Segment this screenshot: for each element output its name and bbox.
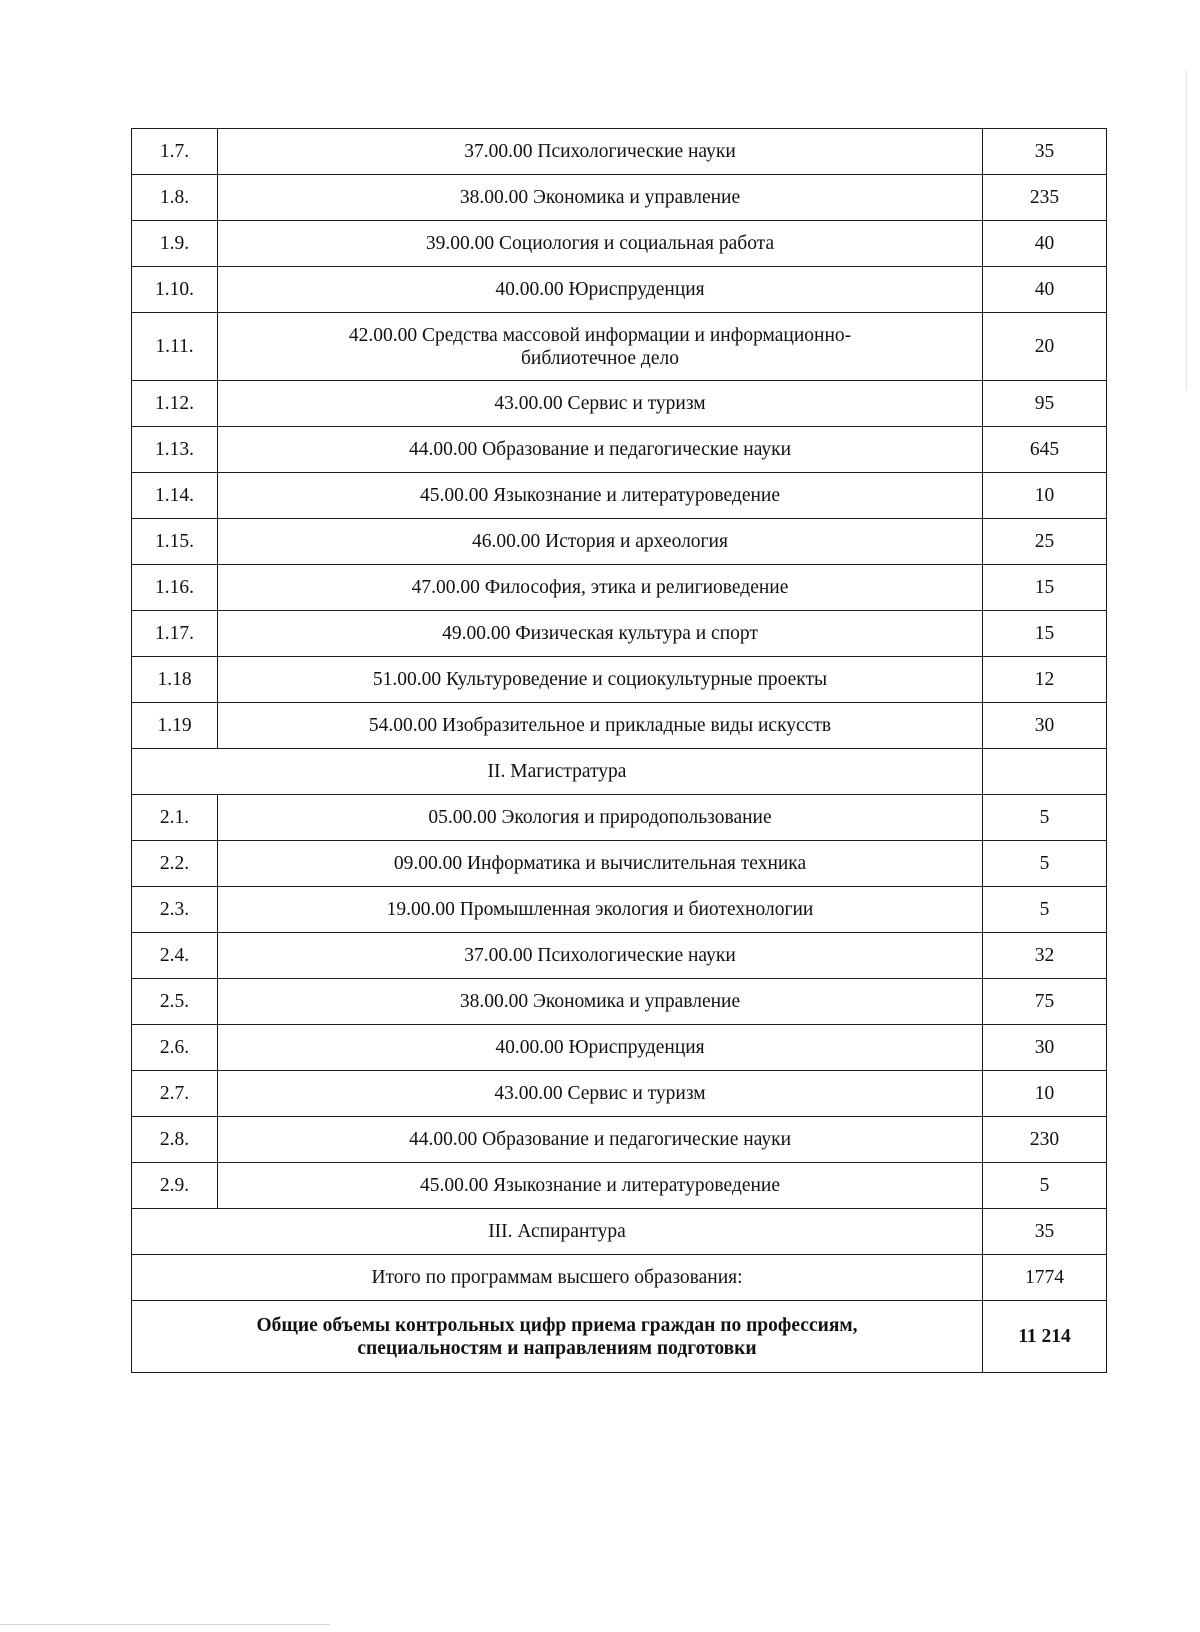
specialty-name: 39.00.00 Социология и социальная работа [218, 221, 983, 267]
total-higher-label: Итого по программам высшего образования: [132, 1255, 983, 1301]
quota-value: 40 [983, 267, 1107, 313]
table-row [132, 267, 1107, 313]
quota-value: 35 [983, 129, 1107, 175]
total-higher-value: 1774 [983, 1255, 1107, 1301]
row-number: 1.14. [132, 473, 218, 519]
specialty-name: 37.00.00 Психологические науки [218, 933, 983, 979]
quota-value: 30 [983, 1025, 1107, 1071]
section-header-masters: II. Магистратура [132, 749, 983, 795]
specialty-name: 45.00.00 Языкознание и литературоведение [218, 473, 983, 519]
quota-value: 40 [983, 221, 1107, 267]
table-row [132, 381, 1107, 427]
table-row [132, 841, 1107, 887]
quota-value: 230 [983, 1117, 1107, 1163]
table-row [132, 887, 1107, 933]
row-number: 2.5. [132, 979, 218, 1025]
row-number: 1.9. [132, 221, 218, 267]
quota-value: 10 [983, 1071, 1107, 1117]
table-row [132, 933, 1107, 979]
row-number: 2.4. [132, 933, 218, 979]
row-number: 2.2. [132, 841, 218, 887]
quota-value: 5 [983, 795, 1107, 841]
table-row [132, 1071, 1107, 1117]
row-number: 2.6. [132, 1025, 218, 1071]
table-row [132, 473, 1107, 519]
specialty-name: 38.00.00 Экономика и управление [218, 979, 983, 1025]
page-edge-artifact [1186, 70, 1187, 390]
quota-value: 15 [983, 565, 1107, 611]
specialty-name: 19.00.00 Промышленная экология и биотехнологии [218, 887, 983, 933]
specialty-name: 47.00.00 Философия, этика и религиоведение [218, 565, 983, 611]
table-row [132, 611, 1107, 657]
table-row [132, 1117, 1107, 1163]
specialty-name: 09.00.00 Информатика и вычислительная техника [218, 841, 983, 887]
specialty-name: 38.00.00 Экономика и управление [218, 175, 983, 221]
table-row [132, 1025, 1107, 1071]
table-row [132, 427, 1107, 473]
admission-quota-table [131, 128, 1107, 1373]
table-row [132, 129, 1107, 175]
quota-value: 15 [983, 611, 1107, 657]
table-row [132, 565, 1107, 611]
specialty-name [218, 313, 983, 381]
table-row [132, 1163, 1107, 1209]
section-header-postgraduate: III. Аспирантура [132, 1209, 983, 1255]
row-number: 2.3. [132, 887, 218, 933]
quota-value: 645 [983, 427, 1107, 473]
row-number: 2.8. [132, 1117, 218, 1163]
table-row [132, 795, 1107, 841]
specialty-name-line1: 42.00.00 Средства массовой информации и информационно- [348, 324, 852, 346]
quota-value: 75 [983, 979, 1107, 1025]
row-number: 1.18 [132, 657, 218, 703]
specialty-name: 51.00.00 Культуроведение и социокультурные проекты [218, 657, 983, 703]
quota-value: 10 [983, 473, 1107, 519]
specialty-name: 44.00.00 Образование и педагогические науки [218, 1117, 983, 1163]
grand-total-label-line2: специальностям и направлениям подготовки [357, 1337, 757, 1359]
quota-value: 35 [983, 1209, 1107, 1255]
scan-bottom-line [0, 1624, 330, 1625]
quota-value: 5 [983, 841, 1107, 887]
row-number: 1.7. [132, 129, 218, 175]
section-postgraduate-row [132, 1209, 1107, 1255]
specialty-name: 05.00.00 Экология и природопользование [218, 795, 983, 841]
specialty-name: 43.00.00 Сервис и туризм [218, 381, 983, 427]
specialty-name: 43.00.00 Сервис и туризм [218, 1071, 983, 1117]
row-number: 1.8. [132, 175, 218, 221]
total-higher-row [132, 1255, 1107, 1301]
quota-value: 30 [983, 703, 1107, 749]
row-number: 1.10. [132, 267, 218, 313]
row-number: 1.17. [132, 611, 218, 657]
table-row [132, 221, 1107, 267]
quota-value: 235 [983, 175, 1107, 221]
table-row [132, 703, 1107, 749]
row-number: 1.16. [132, 565, 218, 611]
row-number: 2.9. [132, 1163, 218, 1209]
row-number: 1.12. [132, 381, 218, 427]
section-header-value [983, 749, 1107, 795]
quota-value: 5 [983, 887, 1107, 933]
table-row [132, 519, 1107, 565]
specialty-name-line2: библиотечное дело [521, 347, 679, 369]
row-number: 1.15. [132, 519, 218, 565]
grand-total-row [132, 1301, 1107, 1373]
table-row [132, 313, 1107, 381]
table-row [132, 657, 1107, 703]
specialty-name: 54.00.00 Изобразительное и прикладные виды искусств [218, 703, 983, 749]
specialty-name: 40.00.00 Юриспруденция [218, 267, 983, 313]
quota-value: 25 [983, 519, 1107, 565]
row-number: 2.1. [132, 795, 218, 841]
section-header-row [132, 749, 1107, 795]
quota-value: 5 [983, 1163, 1107, 1209]
table-row [132, 979, 1107, 1025]
specialty-name: 40.00.00 Юриспруденция [218, 1025, 983, 1071]
quota-value: 95 [983, 381, 1107, 427]
row-number: 1.13. [132, 427, 218, 473]
specialty-name: 49.00.00 Физическая культура и спорт [218, 611, 983, 657]
quota-value: 32 [983, 933, 1107, 979]
grand-total-label-line1: Общие объемы контрольных цифр приема граждан по профессиям, [256, 1314, 858, 1336]
specialty-name: 45.00.00 Языкознание и литературоведение [218, 1163, 983, 1209]
quota-value: 20 [983, 313, 1107, 381]
specialty-name: 46.00.00 История и археология [218, 519, 983, 565]
grand-total-label [132, 1301, 983, 1373]
table-row [132, 175, 1107, 221]
row-number: 1.19 [132, 703, 218, 749]
quota-value: 12 [983, 657, 1107, 703]
specialty-name: 44.00.00 Образование и педагогические науки [218, 427, 983, 473]
grand-total-value: 11 214 [983, 1301, 1107, 1373]
row-number: 1.11. [132, 313, 218, 381]
row-number: 2.7. [132, 1071, 218, 1117]
specialty-name: 37.00.00 Психологические науки [218, 129, 983, 175]
